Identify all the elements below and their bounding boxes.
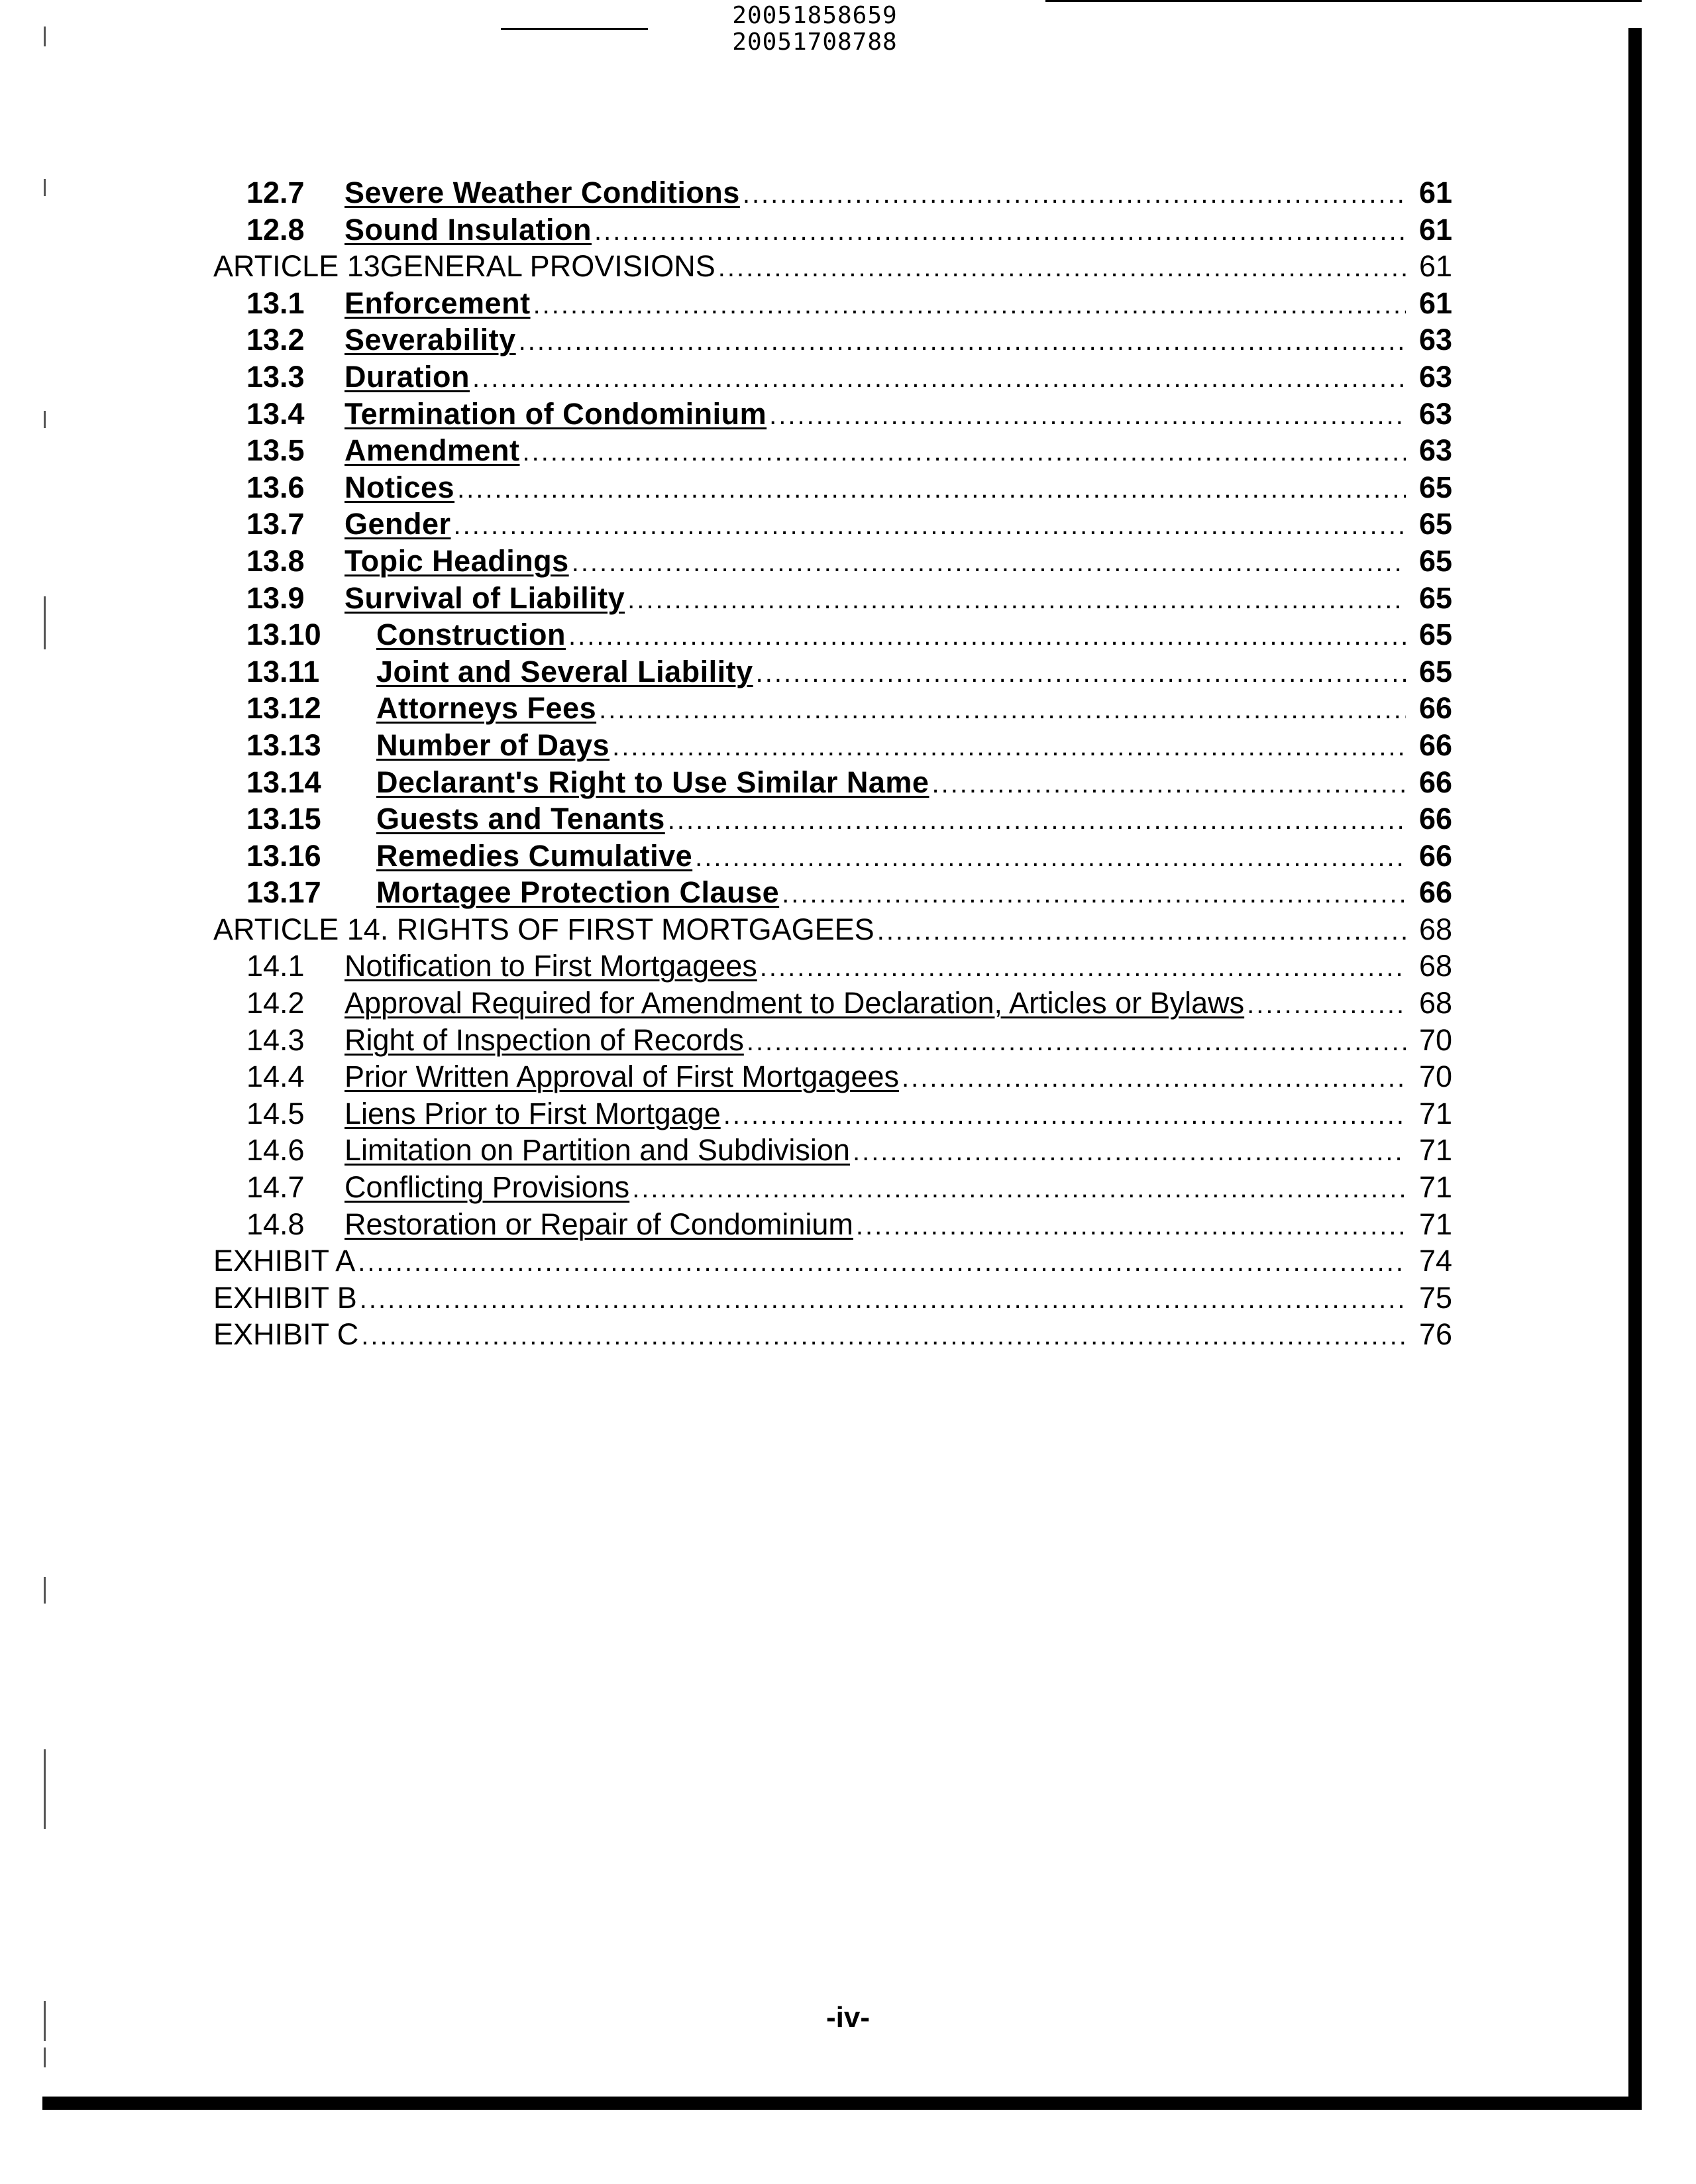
dot-leader bbox=[357, 1285, 1406, 1315]
toc-entry-title-text: Right of Inspection of Records bbox=[344, 1022, 744, 1057]
toc-entry-title: EXHIBIT C bbox=[213, 1317, 359, 1352]
toc-entry-title bbox=[344, 176, 740, 210]
toc-article-entry bbox=[213, 912, 1452, 950]
toc-entry bbox=[213, 1170, 1452, 1207]
dot-leader bbox=[1244, 990, 1406, 1020]
scan-border-right bbox=[1628, 28, 1642, 2110]
scan-border-bottom bbox=[42, 2097, 1642, 2110]
toc-entry bbox=[213, 1023, 1452, 1060]
toc-entry-number: 13.5 bbox=[246, 433, 305, 468]
toc-page-number: 74 bbox=[1418, 1244, 1452, 1278]
toc-entry-title-text: Gender bbox=[344, 507, 451, 541]
toc-entry-title-text: Attorneys Fees bbox=[376, 691, 597, 726]
toc-entry-title bbox=[344, 1097, 721, 1131]
dot-leader bbox=[716, 253, 1406, 283]
dot-leader bbox=[629, 1174, 1406, 1204]
dot-leader bbox=[744, 1027, 1406, 1057]
dot-leader bbox=[520, 437, 1406, 467]
toc-page-number: 65 bbox=[1418, 543, 1452, 578]
dot-leader bbox=[569, 548, 1406, 578]
toc-page-number: 75 bbox=[1418, 1280, 1452, 1315]
toc-entry-title-text: Mortagee Protection Clause bbox=[376, 875, 780, 910]
toc-page-number: 76 bbox=[1418, 1317, 1452, 1352]
toc-page-number: 65 bbox=[1418, 654, 1452, 688]
dot-leader bbox=[874, 916, 1406, 946]
toc-entry-title-text: Severability bbox=[344, 323, 516, 357]
toc-entry-title bbox=[344, 213, 592, 247]
toc-entry-title-text: Sound Insulation bbox=[344, 212, 592, 246]
toc-entry-number: 14.1 bbox=[246, 949, 305, 983]
toc-page-number: 63 bbox=[1418, 323, 1452, 357]
dot-leader bbox=[470, 364, 1406, 394]
toc-entry-title bbox=[376, 655, 753, 689]
toc-entry-number: 13.2 bbox=[246, 323, 305, 357]
dot-leader bbox=[929, 769, 1406, 799]
toc-entry-title-text: Limitation on Partition and Subdivision bbox=[344, 1133, 850, 1168]
dot-leader bbox=[592, 217, 1406, 246]
dot-leader bbox=[355, 1248, 1406, 1278]
toc-entry-number: 13.10 bbox=[246, 618, 321, 652]
scan-mark bbox=[44, 27, 46, 46]
toc-entry-title bbox=[344, 1133, 850, 1168]
toc-entry-title-text: Duration bbox=[344, 359, 470, 394]
toc-page-number: 68 bbox=[1418, 912, 1452, 946]
toc-entry-number: 13.4 bbox=[246, 396, 305, 431]
toc-entry-title bbox=[344, 1207, 853, 1242]
toc-page-number: 66 bbox=[1418, 875, 1452, 910]
scan-mark bbox=[44, 596, 46, 649]
toc-entry bbox=[213, 507, 1452, 544]
toc-page-number: 65 bbox=[1418, 580, 1452, 615]
toc-entry-title bbox=[344, 949, 757, 983]
toc-entry bbox=[213, 176, 1452, 213]
toc-entry-title: ARTICLE 13GENERAL PROVISIONS bbox=[213, 249, 716, 284]
toc-entry-title bbox=[376, 802, 665, 836]
toc-entry bbox=[213, 691, 1452, 728]
toc-entry-title-text: Severe Weather Conditions bbox=[344, 176, 740, 209]
toc-page-number: 65 bbox=[1418, 470, 1452, 504]
toc-entry-number: 14.8 bbox=[246, 1207, 305, 1241]
toc-entry bbox=[213, 986, 1452, 1023]
toc-entry bbox=[213, 802, 1452, 839]
toc-entry-title-text: Remedies Cumulative bbox=[376, 838, 693, 873]
toc-entry-number: 14.4 bbox=[246, 1060, 305, 1094]
toc-article-entry bbox=[213, 1244, 1452, 1281]
toc-entry-number: 13.14 bbox=[246, 765, 321, 799]
toc-entry-title bbox=[344, 433, 520, 468]
scan-mark bbox=[44, 2001, 46, 2041]
toc-entry-title-text: Topic Headings bbox=[344, 543, 569, 578]
toc-entry-title bbox=[376, 728, 610, 763]
dot-leader bbox=[610, 732, 1406, 762]
toc-entry-title bbox=[376, 839, 692, 873]
toc-page-number: 61 bbox=[1418, 212, 1452, 246]
toc-page-number: 70 bbox=[1418, 1060, 1452, 1094]
toc-article-entry bbox=[213, 1317, 1452, 1354]
dot-leader bbox=[853, 1211, 1406, 1241]
toc-entry-title: EXHIBIT A bbox=[213, 1244, 356, 1278]
dot-leader bbox=[757, 953, 1406, 983]
toc-entry-title: ARTICLE 14. RIGHTS OF FIRST MORTGAGEES bbox=[213, 912, 874, 946]
toc-entry-title bbox=[344, 286, 531, 321]
toc-entry-title bbox=[344, 1170, 629, 1205]
toc-entry bbox=[213, 433, 1452, 470]
toc-entry-number: 13.6 bbox=[246, 470, 305, 504]
toc-entry-title bbox=[376, 691, 596, 726]
toc-entry-title-text: Survival of Liability bbox=[344, 580, 625, 615]
table-of-contents bbox=[213, 176, 1452, 1354]
toc-entry-title-text: Enforcement bbox=[344, 286, 531, 320]
toc-entry-number: 13.8 bbox=[246, 543, 305, 578]
toc-entry-number: 14.3 bbox=[246, 1022, 305, 1057]
toc-entry-title bbox=[344, 470, 454, 505]
toc-entry-number: 14.6 bbox=[246, 1133, 305, 1168]
toc-entry-title-text: Notification to First Mortgagees bbox=[344, 949, 757, 983]
toc-entry bbox=[213, 1133, 1452, 1170]
toc-entry-title: EXHIBIT B bbox=[213, 1280, 357, 1315]
toc-entry-number: 14.7 bbox=[246, 1170, 305, 1205]
toc-entry-title-text: Approval Required for Amendment to Declaration, Articles or Bylaws bbox=[344, 986, 1245, 1020]
toc-entry-title-text: Guests and Tenants bbox=[376, 802, 665, 836]
toc-entry-number: 13.7 bbox=[246, 507, 305, 541]
toc-entry-number: 13.9 bbox=[246, 580, 305, 615]
toc-entry bbox=[213, 397, 1452, 434]
toc-entry-number: 13.11 bbox=[246, 654, 320, 688]
toc-page-number: 65 bbox=[1418, 507, 1452, 541]
toc-entry bbox=[213, 765, 1452, 802]
dot-leader bbox=[779, 879, 1406, 909]
stamp-line-2: 20051708788 bbox=[732, 28, 898, 56]
toc-page-number: 66 bbox=[1418, 765, 1452, 799]
dot-leader bbox=[596, 695, 1406, 725]
dot-leader bbox=[531, 290, 1406, 320]
toc-page-number: 66 bbox=[1418, 838, 1452, 873]
toc-entry-title bbox=[344, 581, 625, 616]
scan-mark bbox=[44, 411, 46, 428]
toc-entry bbox=[213, 323, 1452, 360]
toc-entry-number: 14.2 bbox=[246, 986, 305, 1020]
toc-entry-number: 13.17 bbox=[246, 875, 321, 910]
toc-entry-title bbox=[376, 875, 779, 910]
dot-leader bbox=[692, 843, 1406, 873]
dot-leader bbox=[566, 622, 1406, 651]
toc-entry bbox=[213, 544, 1452, 581]
toc-entry-title bbox=[344, 1060, 899, 1094]
toc-page-number: 66 bbox=[1418, 802, 1452, 836]
scan-mark bbox=[44, 1749, 46, 1829]
toc-entry-number: 14.5 bbox=[246, 1096, 305, 1130]
toc-entry-title-text: Liens Prior to First Mortgage bbox=[344, 1096, 721, 1130]
stamp-rule bbox=[501, 28, 648, 30]
toc-page-number: 71 bbox=[1418, 1170, 1452, 1205]
toc-page-number: 71 bbox=[1418, 1133, 1452, 1168]
dot-leader bbox=[625, 585, 1406, 615]
toc-entry-title-text: Joint and Several Liability bbox=[376, 654, 753, 688]
toc-page-number: 61 bbox=[1418, 249, 1452, 284]
toc-entry-title bbox=[344, 360, 470, 394]
dot-leader bbox=[665, 806, 1406, 836]
toc-entry bbox=[213, 213, 1452, 250]
toc-entry-number: 13.1 bbox=[246, 286, 305, 320]
dot-leader bbox=[767, 401, 1406, 431]
toc-entry bbox=[213, 1097, 1452, 1134]
toc-page-number: 63 bbox=[1418, 396, 1452, 431]
toc-entry-number: 13.12 bbox=[246, 691, 321, 726]
toc-article-entry bbox=[213, 249, 1452, 286]
page-number-footer: -iv- bbox=[826, 2001, 870, 2034]
dot-leader bbox=[850, 1137, 1406, 1167]
dot-leader bbox=[516, 327, 1406, 356]
toc-entry-title-text: Declarant's Right to Use Similar Name bbox=[376, 765, 929, 799]
toc-page-number: 71 bbox=[1418, 1096, 1452, 1130]
dot-leader bbox=[358, 1321, 1406, 1351]
toc-entry-number: 12.7 bbox=[246, 176, 305, 209]
toc-entry bbox=[213, 839, 1452, 876]
toc-entry bbox=[213, 949, 1452, 986]
toc-article-entry bbox=[213, 1281, 1452, 1318]
scan-mark bbox=[44, 2048, 46, 2067]
toc-entry bbox=[213, 581, 1452, 618]
dot-leader bbox=[721, 1101, 1406, 1130]
toc-entry-title bbox=[344, 544, 569, 578]
toc-entry-title bbox=[344, 323, 516, 357]
toc-entry-title-text: Termination of Condominium bbox=[344, 396, 767, 431]
toc-entry-title-text: Prior Written Approval of First Mortgagees bbox=[344, 1060, 899, 1094]
dot-leader bbox=[899, 1064, 1406, 1093]
toc-entry-title-text: Restoration or Repair of Condominium bbox=[344, 1207, 853, 1241]
toc-page-number: 71 bbox=[1418, 1207, 1452, 1241]
toc-page-number: 61 bbox=[1418, 286, 1452, 320]
toc-entry-title-text: Conflicting Provisions bbox=[344, 1170, 630, 1205]
scan-border-top bbox=[1045, 0, 1642, 2]
toc-entry-title-text: Number of Days bbox=[376, 728, 610, 762]
toc-entry bbox=[213, 1207, 1452, 1244]
scan-mark bbox=[44, 179, 46, 196]
toc-entry-number: 13.3 bbox=[246, 359, 305, 394]
toc-entry-title-text: Construction bbox=[376, 618, 566, 652]
toc-entry-title bbox=[344, 1023, 744, 1058]
toc-page-number: 63 bbox=[1418, 433, 1452, 468]
toc-page-number: 68 bbox=[1418, 949, 1452, 983]
toc-entry bbox=[213, 728, 1452, 765]
dot-leader bbox=[753, 659, 1406, 688]
toc-entry bbox=[213, 286, 1452, 323]
toc-entry-title bbox=[344, 397, 767, 431]
toc-entry-number: 13.15 bbox=[246, 802, 321, 836]
toc-entry-title bbox=[344, 986, 1244, 1020]
toc-entry-title bbox=[344, 507, 451, 541]
toc-page-number: 66 bbox=[1418, 728, 1452, 762]
toc-entry-title bbox=[376, 765, 929, 800]
toc-page-number: 61 bbox=[1418, 176, 1452, 209]
dot-leader bbox=[451, 511, 1406, 541]
toc-entry-title bbox=[376, 618, 566, 652]
toc-entry-number: 12.8 bbox=[246, 212, 305, 246]
toc-page-number: 66 bbox=[1418, 691, 1452, 726]
toc-entry bbox=[213, 360, 1452, 397]
dot-leader bbox=[740, 180, 1406, 209]
scan-mark bbox=[44, 1577, 46, 1604]
toc-entry bbox=[213, 655, 1452, 692]
document-stamp bbox=[689, 3, 941, 56]
toc-entry-title-text: Amendment bbox=[344, 433, 520, 468]
toc-entry bbox=[213, 470, 1452, 508]
toc-page-number: 70 bbox=[1418, 1022, 1452, 1057]
dot-leader bbox=[454, 474, 1406, 504]
toc-entry bbox=[213, 618, 1452, 655]
toc-entry-number: 13.16 bbox=[246, 838, 321, 873]
toc-page-number: 68 bbox=[1418, 986, 1452, 1020]
toc-page-number: 65 bbox=[1418, 618, 1452, 652]
toc-entry-number: 13.13 bbox=[246, 728, 321, 762]
toc-entry bbox=[213, 1060, 1452, 1097]
toc-entry bbox=[213, 875, 1452, 912]
toc-entry-title-text: Notices bbox=[344, 470, 455, 504]
stamp-line-1: 20051858659 bbox=[732, 2, 898, 29]
toc-page-number: 63 bbox=[1418, 359, 1452, 394]
